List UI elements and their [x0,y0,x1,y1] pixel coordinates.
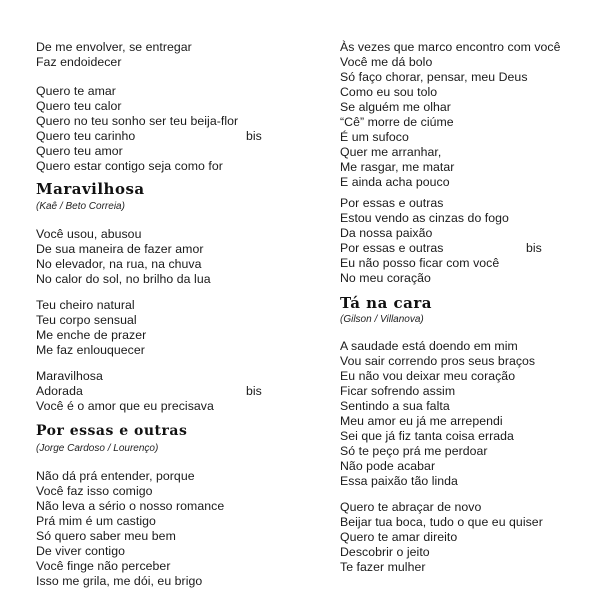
lyric-line: Você usou, abusou [36,227,142,241]
lyric-line: Só te peço prá me perdoar [340,444,488,458]
lyric-line: Faz endoidecer [36,55,122,69]
lyric-line: Não dá prá entender, porque [36,469,195,483]
lyric-line: De sua maneira de fazer amor [36,242,204,256]
lyric-line: Como eu sou tolo [340,85,438,99]
lyric-line: Essa paixão tão linda [340,474,458,488]
lyric-line: Estou vendo as cinzas do fogo [340,211,509,225]
lyric-line: No meu coração [340,271,431,285]
lyric-line: Adorada [36,384,83,398]
lyric-line: Vou sair correndo pros seus braços [340,354,536,368]
lyric-line: Prá mim é um castigo [36,514,156,528]
lyric-line: Quer me arranhar, [340,145,442,159]
lyric-line: Por essas e outras [340,196,444,210]
lyric-line: Da nossa paixão [340,226,433,240]
lyric-line: Ficar sofrendo assim [340,384,456,398]
lyric-line: No calor do sol, no brilho da lua [36,272,211,286]
lyric-line: Me enche de prazer [36,328,147,342]
lyric-line: Quero estar contigo seja como for [36,159,223,173]
lyric-line: No elevador, na rua, na chuva [36,257,202,271]
lyric-line: Quero te abraçar de novo [340,500,482,514]
lyric-line: Só faço chorar, pensar, meu Deus [340,70,528,84]
lyric-line: Quero te amar direito [340,530,458,544]
song-credit: (Gilson / Villanova) [340,314,424,325]
lyric-line: Não pode acabar [340,459,436,473]
lyric-line: Só quero saber meu bem [36,529,176,543]
bis-marker: bis [246,384,262,398]
lyric-line: De viver contigo [36,544,125,558]
bis-marker: bis [526,241,542,255]
lyric-line: Maravilhosa [36,369,103,383]
lyric-line: Quero teu amor [36,144,123,158]
lyric-line: Por essas e outras [340,241,444,255]
song-title-por-essas-e-outras: Por essas e outras [36,423,188,439]
lyric-line: Você é o amor que eu precisava [36,399,214,413]
lyric-line: Quero teu carinho [36,129,136,143]
lyric-line: Às vezes que marco encontro com você [340,40,561,54]
lyric-line: Meu amor eu já me arrependi [340,414,503,428]
lyric-line: Sei que já fiz tanta coisa errada [340,429,514,443]
lyric-line: E ainda acha pouco [340,175,450,189]
lyric-line: Eu não vou deixar meu coração [340,369,516,383]
lyric-line: Você finge não perceber [36,559,171,573]
lyric-line: A saudade está doendo em mim [340,339,518,353]
song-credit: (Jorge Cardoso / Lourenço) [36,443,159,454]
lyric-line: Me faz enlouquecer [36,343,145,357]
lyric-line: De me envolver, se entregar [36,40,192,54]
lyric-line: É um sufoco [340,130,409,144]
lyric-line: Não leva a sério o nosso romance [36,499,225,513]
lyric-line: “Cê” morre de ciúme [340,115,454,129]
lyric-line: Sentindo a sua falta [340,399,450,413]
lyric-line: Se alguém me olhar [340,100,451,114]
lyric-line: Quero te amar [36,84,116,98]
lyric-line: Teu corpo sensual [36,313,137,327]
lyric-line: Você faz isso comigo [36,484,153,498]
lyric-line: Teu cheiro natural [36,298,135,312]
lyric-line: Isso me grila, me dói, eu brigo [36,574,203,588]
lyric-line: Descobrir o jeito [340,545,430,559]
song-credit: (Kaê / Beto Correia) [36,201,125,212]
lyric-line: Te fazer mulher [340,560,426,574]
lyric-line: Eu não posso ficar com você [340,256,500,270]
lyric-line: Você me dá bolo [340,55,433,69]
lyric-line: Quero teu calor [36,99,122,113]
lyric-line: Me rasgar, me matar [340,160,455,174]
song-title-maravilhosa: Maravilhosa [36,180,145,198]
bis-marker: bis [246,129,262,143]
lyric-line: Beijar tua boca, tudo o que eu quiser [340,515,543,529]
song-title-ta-na-cara: Tá na cara [340,294,432,312]
lyric-line: Quero no teu sonho ser teu beija-flor [36,114,239,128]
